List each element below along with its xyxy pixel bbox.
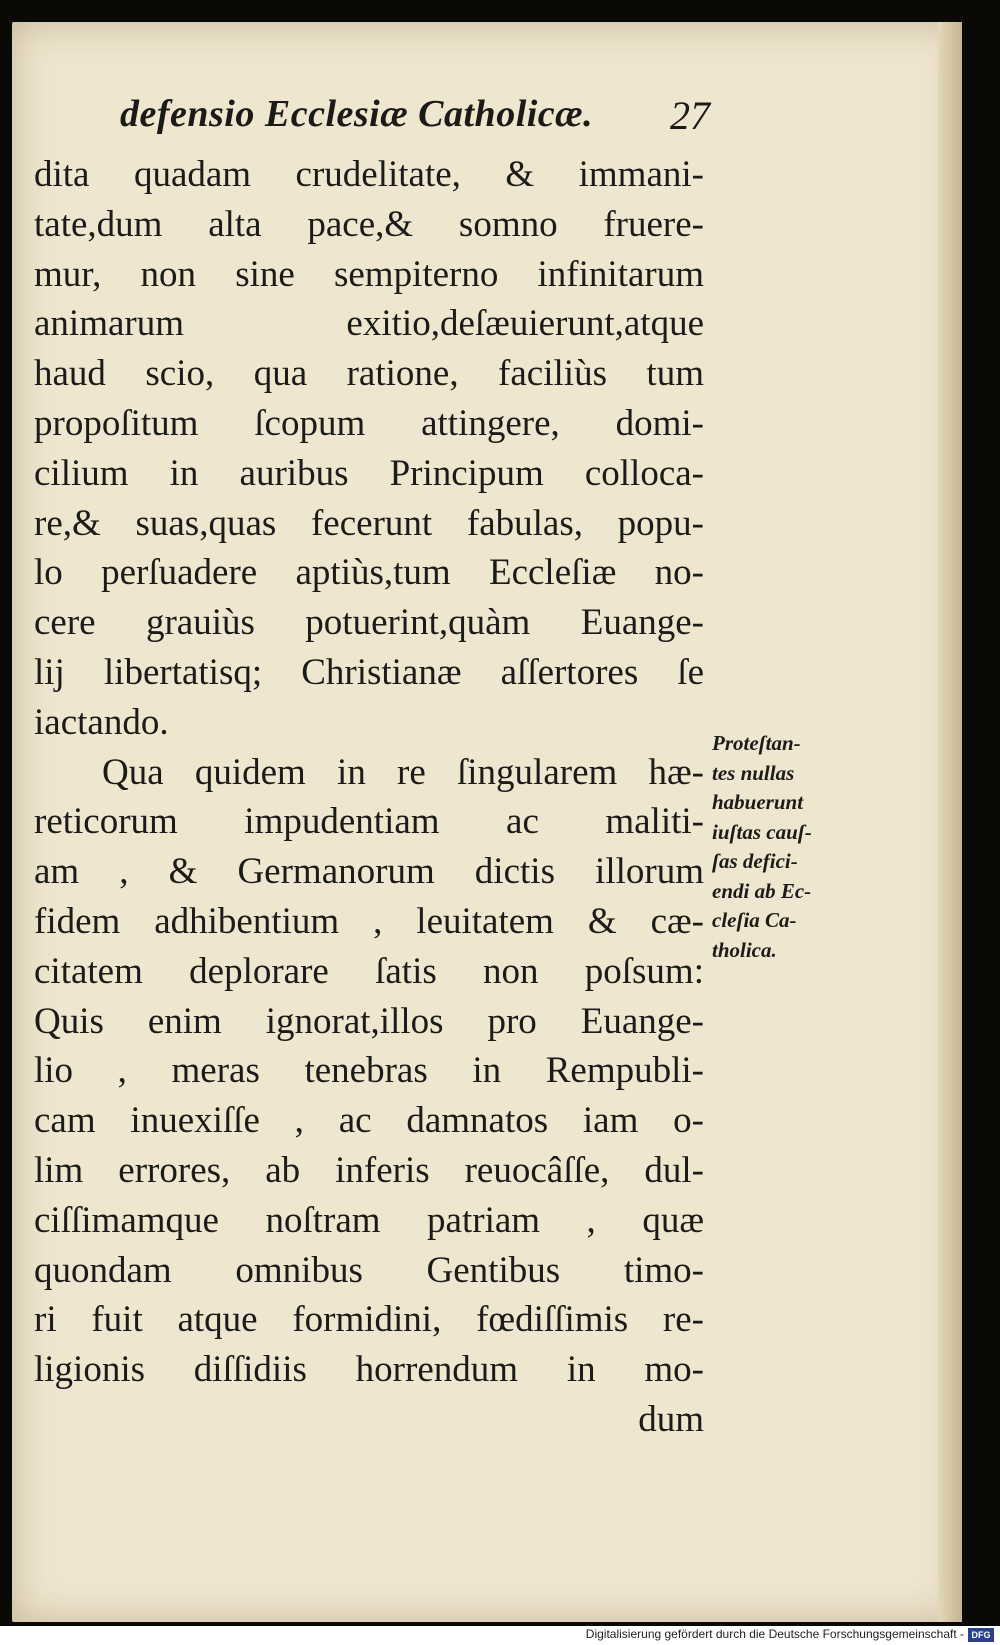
text-line: ligionis diſſidiis horrendum in mo- xyxy=(34,1349,704,1391)
text-line: animarum exitio,deſæuierunt,atque xyxy=(34,303,704,345)
text-line: mur, non sine sempiterno infinitarum xyxy=(34,253,704,295)
dfg-logo: DFG xyxy=(968,1628,994,1642)
text-line: am , & Germanorum dictis illorum xyxy=(34,851,704,893)
marginal-note-line: endi ab Ec- xyxy=(712,878,812,903)
body-text xyxy=(34,150,704,1445)
text-line: Quis enim ignorat,illos pro Euange- xyxy=(34,1000,704,1042)
marginal-note xyxy=(712,729,842,965)
marginal-note-line: iuſtas cauſ- xyxy=(712,819,812,844)
text-line: ri fuit atque formidini, fœdiſſimis re- xyxy=(34,1299,704,1341)
marginal-note-line: ſas defici- xyxy=(712,849,798,873)
text-line: quondam omnibus Gentibus timo- xyxy=(34,1249,704,1291)
text-line: fidem adhibentium , leuitatem & cæ- xyxy=(34,900,704,942)
text-line: iactando. xyxy=(34,701,169,743)
marginal-note-line: Proteſtan- xyxy=(712,731,801,755)
page-number: 27 xyxy=(670,93,710,138)
catchword-line: dum xyxy=(638,1398,704,1440)
marginal-note-line: habuerunt xyxy=(712,790,804,814)
text-line: haud scio, qua ratione, faciliùs tum xyxy=(34,353,704,395)
text-line: re,& suas,quas fecerunt fabulas, popu- xyxy=(34,502,704,544)
text-line: tate,dum alta pace,& somno fruere- xyxy=(34,203,704,245)
running-title: defensio Ecclesiæ Catholicæ. xyxy=(120,93,594,135)
marginal-note-line: tholica. xyxy=(712,937,777,962)
text-line: reticorum impudentiam ac maliti- xyxy=(34,801,704,843)
marginal-note-line: tes nullas xyxy=(712,760,795,785)
text-line: propoſitum ſcopum attingere, domi- xyxy=(34,402,704,444)
text-line: lo perſuadere aptiùs,tum Eccleſiæ no- xyxy=(34,552,704,594)
text-line: citatem deplorare ſatis non poſsum: xyxy=(34,950,704,992)
marginal-note-line: cleſia Ca- xyxy=(712,908,797,932)
page-edge xyxy=(938,22,962,1622)
digitization-footer xyxy=(0,1626,1000,1645)
text-line: dita quadam crudelitate, & immani- xyxy=(34,154,704,195)
text-line: cilium in auribus Principum colloca- xyxy=(34,452,704,494)
footer-credit: Digitalisierung gefördert durch die Deutsche Forschungsgemeinschaft - xyxy=(585,1627,964,1641)
text-line: lim errores, ab inferis reuocâſſe, dul- xyxy=(34,1149,704,1191)
paragraph-start-line: Qua quidem in re ſingularem hæ- xyxy=(102,751,704,793)
text-line: cam inuexiſſe , ac damnatos iam o- xyxy=(34,1100,704,1142)
text-line: lij libertatisq; Christianæ aſſertores ſe xyxy=(34,651,704,693)
text-line: lio , meras tenebras in Rempubli- xyxy=(34,1050,704,1092)
page-header xyxy=(120,92,710,148)
text-line: cere grauiùs potuerint,quàm Euange- xyxy=(34,602,704,644)
text-line: ciſſimamque noſtram patriam , quæ xyxy=(34,1199,704,1241)
